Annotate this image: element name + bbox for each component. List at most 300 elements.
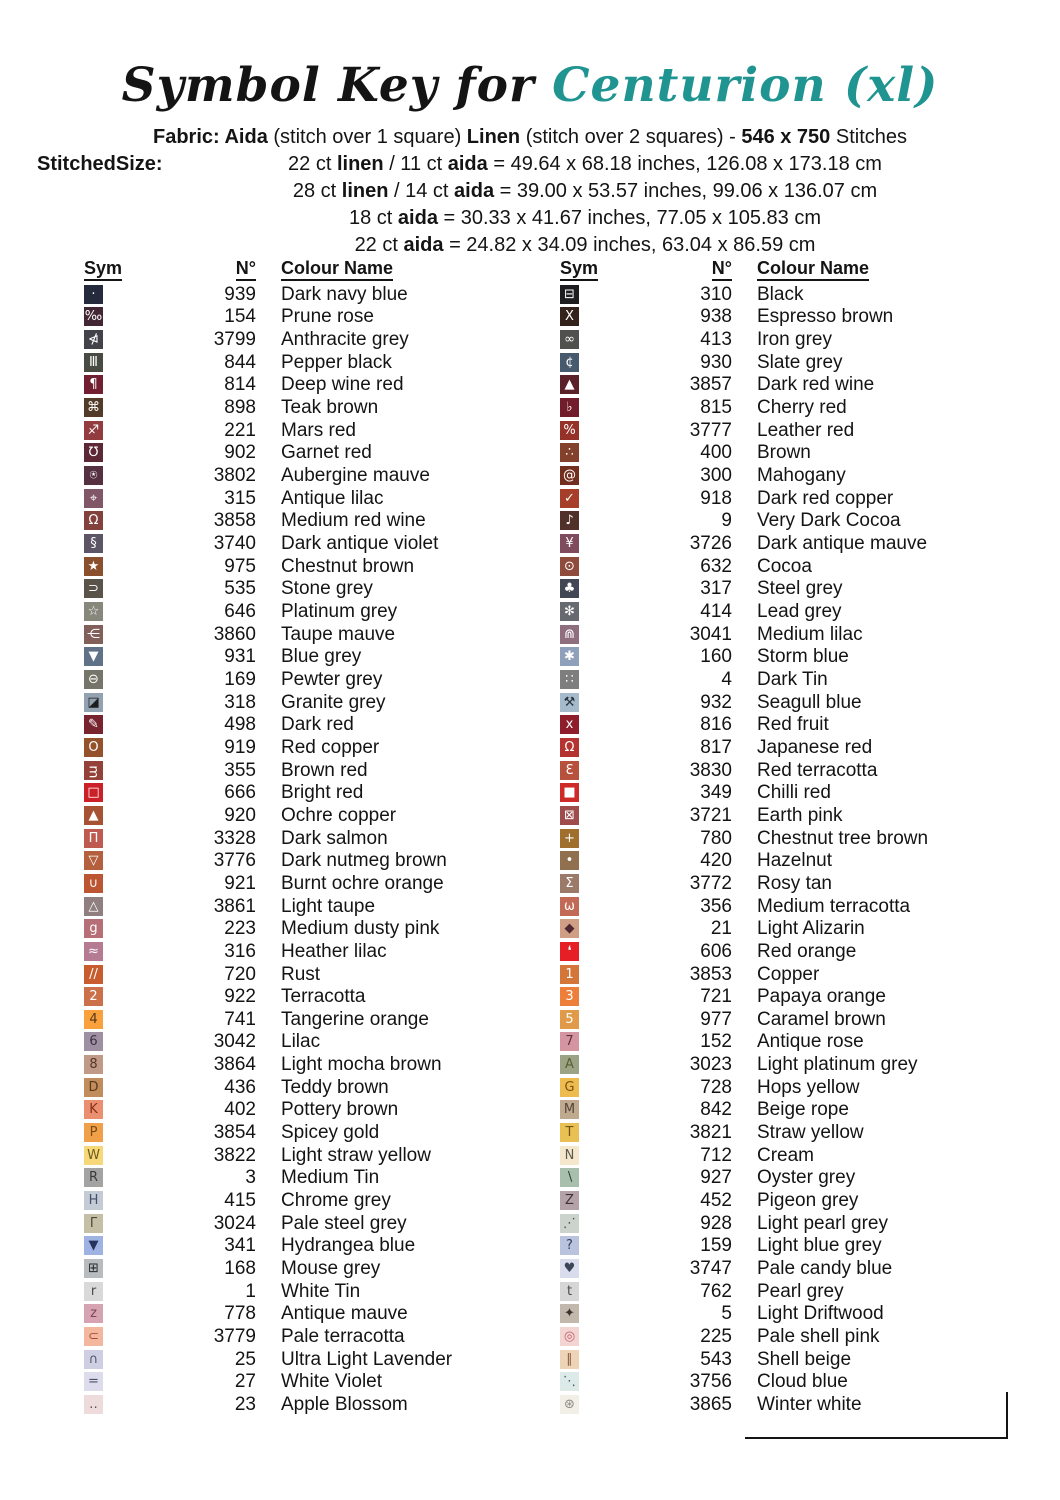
floss-number: 3772 <box>689 872 732 894</box>
colour-name: Pale terracotta <box>281 1326 405 1348</box>
floss-number: 816 <box>700 714 732 736</box>
floss-number: 168 <box>224 1258 256 1280</box>
colour-name: Pearl grey <box>757 1280 844 1302</box>
table-row <box>84 781 514 804</box>
floss-number: 3 <box>245 1167 256 1189</box>
symbol-swatch: ‰ <box>84 309 103 325</box>
text-segment: 28 ct <box>292 180 342 202</box>
colour-name: Granite grey <box>281 691 386 713</box>
floss-number: 452 <box>700 1190 732 1212</box>
table-row <box>84 713 514 736</box>
floss-number: 310 <box>700 283 732 305</box>
floss-number: 1 <box>245 1280 256 1302</box>
symbol-swatch: ✓ <box>560 489 579 508</box>
symbol-swatch: ⍟ <box>84 466 103 485</box>
header-colour-name-label: Colour Name <box>281 258 393 281</box>
floss-number: 152 <box>700 1031 732 1053</box>
table-row <box>560 1325 1000 1348</box>
table-row <box>84 1371 514 1394</box>
symbol-swatch: ∖ <box>560 1168 579 1187</box>
text-segment: = 30.33 x 41.67 inches, 77.05 x 105.83 cm <box>437 207 821 229</box>
colour-name: Dark nutmeg brown <box>281 850 447 872</box>
symbol-swatch: ▽ <box>84 851 103 870</box>
page-title-prefix: Symbol Key for <box>121 58 553 113</box>
table-row <box>84 1393 514 1416</box>
colour-name: Earth pink <box>757 804 843 826</box>
table-row <box>84 328 514 351</box>
colour-name: Bright red <box>281 782 364 804</box>
floss-number: 3858 <box>213 510 256 532</box>
floss-number: 842 <box>700 1099 732 1121</box>
symbol-swatch: 1 <box>560 965 579 984</box>
symbol-swatch: 2 <box>84 987 103 1006</box>
table-row <box>84 1031 514 1054</box>
symbol-swatch: r <box>84 1282 103 1301</box>
floss-number: 922 <box>224 986 256 1008</box>
colour-name: Antique mauve <box>281 1303 408 1325</box>
size-line <box>110 153 1060 180</box>
symbol-swatch: ☆ <box>84 602 103 621</box>
colour-name: Red orange <box>757 940 857 962</box>
colour-name: Dark red <box>281 714 354 736</box>
floss-number: 3865 <box>689 1393 732 1415</box>
text-segment: aida <box>447 153 488 175</box>
text-segment: = 49.64 x 68.18 inches, 126.08 x 173.18 cm <box>487 153 882 175</box>
colour-name: Japanese red <box>757 736 873 758</box>
symbol-swatch: ▲ <box>84 806 103 825</box>
symbol-swatch: ★ <box>84 557 103 576</box>
symbol-swatch: = <box>84 1372 103 1391</box>
floss-number: 154 <box>224 306 256 328</box>
symbol-swatch: X <box>560 307 579 326</box>
floss-number: 3747 <box>689 1258 732 1280</box>
symbol-swatch: □ <box>84 783 103 802</box>
symbol-swatch: 7 <box>560 1032 579 1051</box>
colour-name: Oyster grey <box>757 1167 856 1189</box>
text-segment: = 39.00 x 53.57 inches, 99.06 x 136.07 cm <box>494 180 878 202</box>
table-row <box>84 1121 514 1144</box>
colour-name: Hops yellow <box>757 1076 860 1098</box>
colour-name: Medium Tin <box>281 1167 380 1189</box>
floss-number: 898 <box>224 397 256 419</box>
symbol-swatch: ♭ <box>560 398 579 417</box>
table-row <box>560 464 1000 487</box>
colour-name: Light straw yellow <box>281 1144 431 1166</box>
colour-name: Dark salmon <box>281 827 388 849</box>
floss-number: 606 <box>700 940 732 962</box>
floss-number: 3802 <box>213 465 256 487</box>
table-row <box>84 804 514 827</box>
colour-name: Beige rope <box>757 1099 849 1121</box>
colour-name: Ultra Light Lavender <box>281 1348 453 1370</box>
symbol-swatch: T <box>560 1123 579 1142</box>
size-line <box>110 234 1060 261</box>
symbol-swatch: ♥ <box>560 1259 579 1278</box>
colour-name: Dark antique violet <box>281 533 439 555</box>
table-row <box>84 419 514 442</box>
size-line <box>110 180 1060 207</box>
symbol-swatch: A <box>560 1055 579 1074</box>
text-segment: = 24.82 x 34.09 inches, 63.04 x 86.59 cm <box>443 234 816 256</box>
floss-number: 977 <box>700 1008 732 1030</box>
table-row <box>560 713 1000 736</box>
colour-name: Aubergine mauve <box>281 465 430 487</box>
floss-number: 400 <box>700 442 732 464</box>
symbol-swatch: Ω <box>84 511 103 530</box>
table-row <box>560 1008 1000 1031</box>
table-row <box>560 691 1000 714</box>
floss-number: 498 <box>224 714 256 736</box>
colour-name: Chrome grey <box>281 1190 391 1212</box>
table-row <box>560 1280 1000 1303</box>
floss-number: 4 <box>721 668 732 690</box>
symbol-swatch: Ɛ <box>560 761 579 780</box>
text-segment: Stitches <box>830 126 908 148</box>
table-row <box>560 328 1000 351</box>
table-header <box>84 258 514 283</box>
symbol-swatch: ⌖ <box>84 489 103 508</box>
colour-name: Mahogany <box>757 465 846 487</box>
symbol-swatch: W <box>84 1146 103 1165</box>
symbol-swatch: + <box>560 829 579 848</box>
table-row <box>84 532 514 555</box>
floss-number: 720 <box>224 963 256 985</box>
floss-number: 814 <box>224 374 256 396</box>
colour-name: Heather lilac <box>281 940 387 962</box>
header-colour-name-label: Colour Name <box>757 258 869 281</box>
colour-name: Pewter grey <box>281 668 383 690</box>
stitched-size-label: StitchedSize: <box>37 153 163 175</box>
floss-number: 3721 <box>689 804 732 826</box>
floss-number: 919 <box>224 736 256 758</box>
floss-number: 9 <box>721 510 732 532</box>
table-row <box>84 1325 514 1348</box>
symbol-swatch: ℧ <box>84 443 103 462</box>
symbol-swatch: t <box>560 1282 579 1301</box>
symbol-swatch: ▲ <box>560 375 579 394</box>
colour-name: White Violet <box>281 1371 383 1393</box>
floss-number: 902 <box>224 442 256 464</box>
table-row <box>560 781 1000 804</box>
colour-name: Chestnut tree brown <box>757 827 929 849</box>
floss-number: 356 <box>700 895 732 917</box>
symbol-swatch: ♐ <box>84 421 103 440</box>
floss-number: 3799 <box>213 329 256 351</box>
colour-name: Light pearl grey <box>757 1212 888 1234</box>
rows-right <box>560 283 1000 1416</box>
symbol-swatch: ⊂ <box>84 1327 103 1346</box>
table-row <box>560 736 1000 759</box>
colour-name: Pale steel grey <box>281 1212 407 1234</box>
table-row <box>84 895 514 918</box>
floss-number: 221 <box>224 419 256 441</box>
table-row <box>560 872 1000 895</box>
table-row <box>84 1257 514 1280</box>
floss-number: 25 <box>234 1348 256 1370</box>
symbol-swatch: ⚒ <box>560 693 579 712</box>
colour-name: Rust <box>281 963 321 985</box>
colour-name: Medium red wine <box>281 510 426 532</box>
floss-number: 632 <box>700 555 732 577</box>
colour-name: Prune rose <box>281 306 374 328</box>
symbol-swatch: ¢ <box>560 353 579 372</box>
table-row <box>560 1235 1000 1258</box>
symbol-swatch: ∥ <box>560 1350 579 1369</box>
colour-name: Platinum grey <box>281 601 398 623</box>
table-row <box>560 1189 1000 1212</box>
floss-number: 3853 <box>689 963 732 985</box>
table-row <box>560 827 1000 850</box>
floss-number: 3042 <box>213 1031 256 1053</box>
colour-name: Caramel brown <box>757 1008 886 1030</box>
symbol-swatch: ᴟ <box>84 761 103 780</box>
colour-name: Antique lilac <box>281 487 384 509</box>
symbol-swatch: ‥ <box>84 1395 103 1414</box>
table-row <box>560 668 1000 691</box>
floss-number: 928 <box>700 1212 732 1234</box>
floss-number: 938 <box>700 306 732 328</box>
table-row <box>560 895 1000 918</box>
table-row <box>84 555 514 578</box>
symbol-swatch: 5 <box>560 1010 579 1029</box>
size-line <box>110 207 1060 234</box>
table-row <box>560 396 1000 419</box>
floss-number: 721 <box>700 986 732 1008</box>
symbol-swatch: Σ <box>560 874 579 893</box>
symbol-swatch: R <box>84 1168 103 1187</box>
symbol-swatch: ❛ <box>560 942 579 961</box>
table-row <box>84 1076 514 1099</box>
colour-name: Very Dark Cocoa <box>757 510 901 532</box>
text-segment: 22 ct <box>354 234 404 256</box>
table-row <box>84 759 514 782</box>
table-row <box>84 1008 514 1031</box>
table-row <box>84 849 514 872</box>
table-row <box>560 759 1000 782</box>
table-row <box>560 917 1000 940</box>
header-sym-label: Sym <box>84 258 122 281</box>
colour-name: Lead grey <box>757 601 842 623</box>
floss-number: 975 <box>224 555 256 577</box>
table-row <box>84 283 514 306</box>
colour-name: Dark antique mauve <box>757 533 928 555</box>
symbol-swatch: z <box>84 1304 103 1323</box>
symbol-swatch: ⋱ <box>560 1372 579 1391</box>
table-row <box>560 283 1000 306</box>
symbol-swatch: § <box>84 534 103 553</box>
colour-name: Rosy tan <box>757 872 832 894</box>
colour-name: Blue grey <box>281 646 362 668</box>
floss-number: 3776 <box>213 850 256 872</box>
colour-name: Teak brown <box>281 397 379 419</box>
colour-name: Terracotta <box>281 986 366 1008</box>
floss-number: 3822 <box>213 1144 256 1166</box>
symbol-swatch: ? <box>560 1236 579 1255</box>
table-header <box>560 258 1000 283</box>
floss-number: 315 <box>224 487 256 509</box>
symbol-swatch: Z <box>560 1191 579 1210</box>
symbol-swatch: ■ <box>560 783 579 802</box>
text-segment: (stitch over 1 square) <box>267 126 467 148</box>
text-segment: linen <box>341 180 389 202</box>
table-row <box>84 1212 514 1235</box>
symbol-swatch: ⊞ <box>84 1259 103 1278</box>
floss-number: 413 <box>700 329 732 351</box>
symbol-table-left <box>84 258 514 1416</box>
table-row <box>560 419 1000 442</box>
table-row <box>84 917 514 940</box>
symbol-swatch: ◪ <box>84 693 103 712</box>
colour-name: Garnet red <box>281 442 372 464</box>
colour-name: Mouse grey <box>281 1258 381 1280</box>
colour-name: Pottery brown <box>281 1099 399 1121</box>
page-corner-rule <box>745 1392 1008 1439</box>
text-segment: Linen <box>466 126 521 148</box>
symbol-swatch: ✻ <box>560 602 579 621</box>
symbol-swatch: ∴ <box>560 443 579 462</box>
table-row <box>560 1076 1000 1099</box>
colour-name: Pale shell pink <box>757 1326 880 1348</box>
table-row <box>560 963 1000 986</box>
colour-name: Winter white <box>757 1393 862 1415</box>
floss-number: 543 <box>700 1348 732 1370</box>
floss-number: 3024 <box>213 1212 256 1234</box>
colour-name: Papaya orange <box>757 986 886 1008</box>
symbol-swatch: ⋲ <box>84 625 103 644</box>
symbol-swatch: ♪ <box>560 511 579 530</box>
symbol-swatch: ◎ <box>560 1327 579 1346</box>
table-row <box>560 1348 1000 1371</box>
symbol-swatch: g <box>84 919 103 938</box>
symbol-swatch: ∷ <box>560 670 579 689</box>
colour-name: Cocoa <box>757 555 812 577</box>
symbol-swatch: ▼ <box>84 1236 103 1255</box>
symbol-swatch: N <box>560 1146 579 1165</box>
colour-name: Red copper <box>281 736 380 758</box>
stitched-size-lines <box>110 153 1060 261</box>
colour-name: Dark red copper <box>757 487 894 509</box>
colour-name: Apple Blossom <box>281 1393 408 1415</box>
table-row <box>84 374 514 397</box>
table-row <box>84 510 514 533</box>
floss-number: 3854 <box>213 1122 256 1144</box>
table-row <box>560 374 1000 397</box>
table-row <box>560 1144 1000 1167</box>
table-row <box>84 1189 514 1212</box>
colour-name: Seagull blue <box>757 691 862 713</box>
floss-number: 3041 <box>689 623 732 645</box>
colour-name: Cherry red <box>757 397 847 419</box>
symbol-swatch: G <box>560 1078 579 1097</box>
table-row <box>560 804 1000 827</box>
floss-number: 420 <box>700 850 732 872</box>
table-row <box>560 600 1000 623</box>
colour-name: Dark navy blue <box>281 283 408 305</box>
symbol-swatch: ⋒ <box>560 625 579 644</box>
floss-number: 3023 <box>689 1054 732 1076</box>
symbol-swatch: ♣ <box>560 579 579 598</box>
floss-number: 927 <box>700 1167 732 1189</box>
colour-name: Leather red <box>757 419 855 441</box>
table-row <box>84 464 514 487</box>
symbol-swatch: Π <box>84 829 103 848</box>
colour-name: Medium dusty pink <box>281 918 440 940</box>
table-row <box>560 1167 1000 1190</box>
colour-name: Chilli red <box>757 782 831 804</box>
colour-name: Deep wine red <box>281 374 404 396</box>
page-title <box>0 58 1060 113</box>
colour-name: Pale candy blue <box>757 1258 893 1280</box>
floss-number: 817 <box>700 736 732 758</box>
table-row <box>84 1303 514 1326</box>
table-row <box>560 1121 1000 1144</box>
symbol-swatch: M <box>560 1100 579 1119</box>
colour-name: Light platinum grey <box>757 1054 918 1076</box>
text-segment: 22 ct <box>288 153 337 175</box>
table-row <box>560 646 1000 669</box>
floss-number: 169 <box>224 668 256 690</box>
floss-number: 316 <box>224 940 256 962</box>
table-row <box>560 487 1000 510</box>
colour-name: Cloud blue <box>757 1371 848 1393</box>
symbol-swatch: D <box>84 1078 103 1097</box>
symbol-swatch: 4 <box>84 1010 103 1029</box>
floss-number: 318 <box>224 691 256 713</box>
symbol-swatch: ¶ <box>84 375 103 394</box>
colour-name: Light blue grey <box>757 1235 882 1257</box>
header-number <box>600 258 732 279</box>
floss-number: 939 <box>224 283 256 305</box>
floss-number: 920 <box>224 804 256 826</box>
symbol-swatch: x <box>560 715 579 734</box>
colour-name: Light Alizarin <box>757 918 865 940</box>
floss-number: 762 <box>700 1280 732 1302</box>
table-row <box>84 600 514 623</box>
table-row <box>560 1371 1000 1394</box>
floss-number: 844 <box>224 351 256 373</box>
floss-number: 666 <box>224 782 256 804</box>
text-segment: aida <box>454 180 495 202</box>
colour-name: Hydrangea blue <box>281 1235 416 1257</box>
table-row <box>84 668 514 691</box>
symbol-swatch: 8 <box>84 1055 103 1074</box>
table-row <box>560 306 1000 329</box>
floss-number: 930 <box>700 351 732 373</box>
symbol-swatch: ▼ <box>84 647 103 666</box>
symbol-swatch: H <box>84 1191 103 1210</box>
symbol-swatch: % <box>560 421 579 440</box>
table-row <box>560 849 1000 872</box>
colour-name: Cream <box>757 1144 815 1166</box>
symbol-swatch: ◆ <box>560 919 579 938</box>
floss-number: 741 <box>224 1008 256 1030</box>
symbol-swatch: // <box>84 965 103 984</box>
symbol-swatch: 6 <box>84 1032 103 1051</box>
table-row <box>560 623 1000 646</box>
colour-name: Teddy brown <box>281 1076 389 1098</box>
symbol-swatch: ⌘ <box>84 398 103 417</box>
symbol-swatch: • <box>560 851 579 870</box>
colour-name: Brown <box>757 442 811 464</box>
floss-number: 3779 <box>213 1326 256 1348</box>
symbol-swatch: ∩ <box>84 1350 103 1369</box>
text-segment: / 11 ct <box>383 153 448 175</box>
symbol-swatch: ⊟ <box>560 285 579 304</box>
table-row <box>84 1235 514 1258</box>
text-segment: / 14 ct <box>388 180 455 202</box>
symbol-swatch: ¥ <box>560 534 579 553</box>
floss-number: 932 <box>700 691 732 713</box>
